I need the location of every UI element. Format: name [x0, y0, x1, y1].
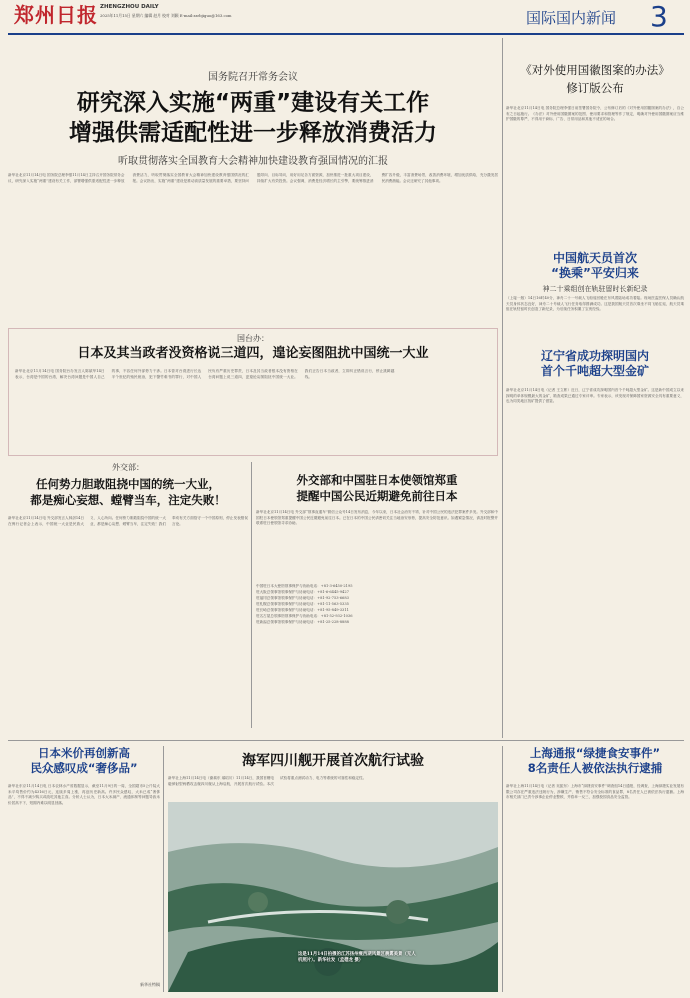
- lead-story: [8, 36, 498, 328]
- rice-credit: 新华社特稿: [140, 982, 160, 987]
- embassy-phone: 驻长崎总领事馆领事保护与协助电话：+81-95-849-3311: [256, 608, 349, 612]
- liaoning-headline-2: 首个千吨超大型金矿: [540, 364, 649, 378]
- taiwan-body: 新华社北京11月14日电 国务院台办发言人陈斌华14日表示，台湾是中国的台湾，解决台湾问题是中国人自己的事，不容任何外部势力干涉。日本曾对台湾进行长达半个世纪的殖民统治，犯下罄竹难书的罪行，对中国人民负有严重历史罪责，日本及其当政者根本没有资格在台湾问题上说三道四，更遑论妄图阻扰中国统一大业。我们正告日本当政者，立即纠正错误言行，停止挑衅越线。: [15, 369, 395, 379]
- emblem-body: 新华社北京11月14日电 国务院总理李强日前签署国务院令，公布修订后的《对外使用国徽图案的办法》，自公布之日起施行。《办法》对外使用国徽图案的范围、使用要求和管理等作了规定，明确对外使用国徽图案应当维护国徽的尊严，不得用于商标、广告、日常用品和其他不适宜的场合。: [506, 106, 684, 122]
- mfa-body: 新华社北京11月14日电 外交部发言人林剑14日在例行记者会上表示，中国统一大业是民族大义、人心所向。任何势力胆敢阻挠中国的统一大业，都是痴心妄想、螳臂当车，注定失败！我们奉劝有关方面恪守一个中国原则，停止发表错误言论。: [8, 516, 248, 526]
- shenzhou-body: （上接一版）14日16时40分，神舟二十一号载人飞船返回舱在东风着陆场成功着陆。现场医监医保人员确认航天员身体状态良好，神舟二十号载人飞行任务取得圆满成功。这是我国航天员首次乘坐不同飞船往返，航天员乘组在轨驻留时长创造了新纪录，为后续任务积累了宝贵经验。: [506, 296, 684, 312]
- section-tab: [500, 0, 690, 33]
- rice-headline-1: 日本米价再创新高: [38, 746, 130, 760]
- page-number: 3: [650, 0, 668, 33]
- lead-headline-2: 增强供需适配性进一步释放消费活力: [69, 120, 437, 146]
- shanghai-divider: [502, 746, 503, 992]
- shanghai-body: 新华社上海11月14日电（记者 吴振东）上海市“绿捷食安事件”调查组14日通报，经调查，上海绿捷实业发展有限公司存在严重违法违规行为，涉嫌生产、销售不符合安全标准的食品罪，8名责任人已被依法执行逮捕。上海市相关部门已责令涉事企业停业整顿，并将举一反三，加强校园食品安全监管。: [506, 784, 684, 800]
- newspaper-logo: 郑州日报: [14, 3, 98, 27]
- mfa-headline-2: 都是痴心妄想、螳臂当车，注定失败！: [30, 493, 226, 507]
- sichuan-headline: 海军四川舰开展首次航行试验: [242, 753, 424, 769]
- shanghai-headline-1: 上海通报“绿捷食安事件”: [529, 746, 661, 760]
- article-embassy: [256, 460, 498, 730]
- embassy-phone: 中国驻日本大使馆领事保护与协助电话：+81-3-6450-2195: [256, 584, 353, 588]
- mfa-kicker: 外交部：: [112, 463, 144, 472]
- shenzhou-headline-2: “换乘”平安归来: [551, 266, 639, 280]
- rice-headline-2: 民众感叹成“奢侈品”: [30, 761, 138, 775]
- embassy-phone: 驻札幌总领事馆领事保护与协助电话：+81-11-563-5335: [256, 602, 349, 606]
- taiwan-kicker: 国台办：: [237, 334, 269, 343]
- emblem-headline-1: 《对外使用国徽图案的办法》: [520, 63, 670, 77]
- article-taiwan-office: [8, 328, 498, 456]
- article-rice: [8, 746, 160, 994]
- lead-subtitle: 听取贯彻落实全国教育大会精神加快建设教育强国情况的汇报: [118, 156, 388, 167]
- slender-west-lake-photo: [168, 802, 498, 992]
- article-mfa: [8, 460, 248, 730]
- embassy-headline-1: 外交部和中国驻日本使领馆郑重: [296, 473, 458, 487]
- liaoning-headline-1: 辽宁省成功探明国内: [540, 349, 649, 363]
- embassy-phone: 驻大阪总领事馆领事保护与协助电话：+81-6-6445-9427: [256, 590, 349, 594]
- rice-body: 新华社东京11月14日电 日本农林水产省数据显示，截至11月9日的一周，全国超市5公斤装大米平均售价约为4316日元，连续多周上涨，再创历史新高。许多民众感叹，大米已成“奢侈品”，不得不减少购买或改吃其他主食。分析人士认为，日本大米减产、流通体制等问题导致米价居高不下，短期内难以明显回落。: [8, 784, 160, 805]
- photo-caption: 这是11月14日拍摄的江苏扬州瘦西湖风景区晨雾美景（无人机照片）。新华社发（孟德龙 摄）: [298, 952, 416, 963]
- newspaper-en-name: ZHENGZHOU DAILY: [100, 4, 159, 10]
- mfa-headline-1: 任何势力胆敢阻挠中国的统一大业，: [36, 477, 220, 491]
- article-sichuan: [168, 746, 498, 994]
- article-shenzhou: [506, 250, 684, 340]
- embassy-phone: 驻福冈总领事馆领事保护与协助电话：+81-92-753-6683: [256, 596, 349, 600]
- shenzhou-headline-1: 中国航天员首次: [552, 251, 637, 265]
- shanghai-headline-2: 8名责任人被依法执行逮捕: [527, 761, 663, 775]
- embassy-body: 新华社北京11月14日电 外交部“领事直通车”微信公众号14日发布消息，今年以来，日本社会治安不靖，针对中国公民的违法犯罪案件多发。外交部和中国驻日本使领馆郑重提醒中国公民近期避免前往日本。已在日本的中国公民请密切关注当地治安形势，提高安全防范意识。如遇紧急情况，请及时报警并联系驻日使领馆寻求协助。: [256, 510, 498, 526]
- embassy-headline-2: 提醒中国公民近期避免前往日本: [296, 489, 458, 503]
- embassy-phone: 驻名古屋总领事馆领事保护与协助电话：+81-52-932-1036: [256, 614, 353, 618]
- lead-body: 新华社北京11月14日电 国务院总理李强11月14日主持召开国务院常务会议，研究深入实施“两重”建设有关工作，部署增强供需适配性进一步释放消费活力，听取贯彻落实全国教育大会精神加快建设教育强国情况的汇报。会议指出，实施“两重”建设是推动高质量发展的重要举措，要坚持问题导向、目标导向，用好用足各方面资源，加快推进一批重大项目建设，持续扩大有效投资。会议强调，消费是经济增长的主引擎，要统筹推进消费扩容升级，丰富消费场景，改善消费环境，增加优质供给，充分激发居民消费潜能。会议还研究了其他事项。: [8, 173, 498, 183]
- embassy-phone-list: [256, 584, 498, 626]
- article-liaoning-gold: [506, 348, 684, 738]
- mfa-divider: [251, 462, 252, 728]
- article-emblem-rules: [506, 40, 684, 248]
- embassy-phone: 驻新潟总领事馆领事保护与协助电话：+81-25-228-8888: [256, 620, 349, 624]
- shenzhou-subtitle: 神二十乘组创在轨驻留时长新纪录: [542, 285, 648, 293]
- column-divider: [502, 38, 503, 738]
- taiwan-headline: 日本及其当政者没资格说三道四，遑论妄图阻扰中国统一大业: [77, 346, 429, 361]
- lead-headline-1: 研究深入实施“两重”建设有关工作: [76, 90, 430, 116]
- rice-divider: [163, 746, 164, 992]
- lead-kicker: 国务院召开常务会议: [208, 72, 298, 83]
- section-title: 国际国内新闻: [526, 9, 617, 27]
- article-shanghai: [506, 746, 684, 994]
- liaoning-body: 新华社北京11月14日电（记者 王立彬）近日，辽宁省成功探明国内首个千吨超大型金矿。这是新中国成立以来探明的单体规模最大的金矿，勘查成果已通过专家评审。专家表示，该发现对保障国家资源安全具有重要意义，也为同类地区找矿提供了借鉴。: [506, 388, 684, 404]
- issue-meta: 2025年11月15日 星期六 编辑 赵月 校对 刘颖 E-mail:zzrbjiguo@163.com: [100, 13, 232, 18]
- masthead: [0, 0, 690, 34]
- emblem-headline-2: 修订版公布: [566, 81, 624, 95]
- masthead-rule: [8, 33, 684, 35]
- band-divider: [8, 740, 684, 741]
- sichuan-body: 新华社上海11月14日电（谢翁东 翁绍川）11月14日，我国首艘电磁弹射型两栖攻击舰四川舰从上海启航，开展首次航行试验。本次试验将重点测试动力、电力等系统的可靠性和稳定性。: [168, 776, 367, 786]
